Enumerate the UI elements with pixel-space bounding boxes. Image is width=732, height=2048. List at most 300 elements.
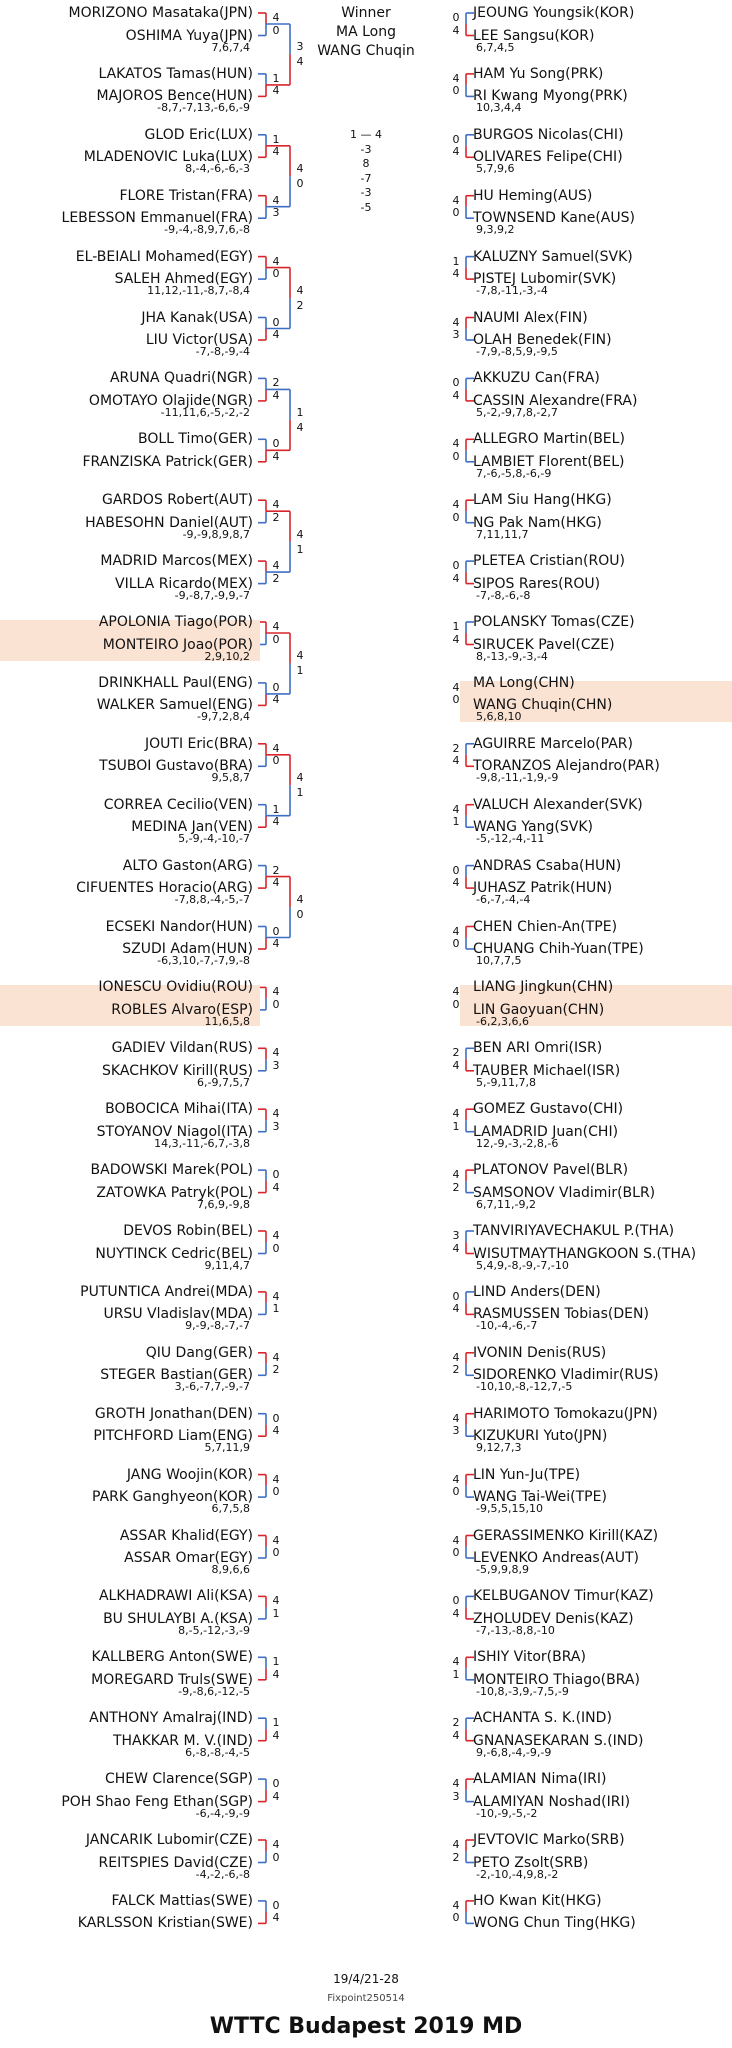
match-score-bottom: 4: [272, 328, 280, 341]
game-scores: 8,-13,-9,-3,-4: [476, 649, 548, 663]
match-score-top: 4: [452, 985, 460, 999]
match-score-top: 1: [452, 254, 460, 268]
match-score-bottom: 2: [296, 299, 304, 313]
game-scores: 9,-6,8,-4,-9,-9: [476, 1745, 552, 1759]
player-name: KALUZNY Samuel(SVK): [473, 248, 633, 265]
player-name: MADRID Marcos(MEX): [100, 553, 253, 570]
match-score-top: 0: [272, 680, 280, 694]
match-score-bottom: 0: [296, 908, 304, 922]
match-score-bottom: 1: [296, 664, 304, 678]
match-score-top: 0: [452, 1594, 460, 1608]
player-name: KARLSSON Kristian(SWE): [77, 1915, 253, 1932]
game-scores: -7,8,-11,-3,-4: [476, 284, 548, 298]
winner-block: [296, 4, 436, 61]
player-name: SIRUCEK Pavel(CZE): [473, 636, 615, 653]
match-score-top: 1: [272, 802, 280, 816]
match-score-top: 4: [452, 1411, 460, 1425]
player-name: PETO Zsolt(SRB): [473, 1854, 589, 1871]
game-scores: 5,-9,-4,-10,-7: [178, 832, 250, 846]
player-name: JEOUNG Youngsik(KOR): [473, 5, 635, 21]
match-score-bottom: 4: [272, 1911, 280, 1925]
player-name: LIND Anders(DEN): [473, 1283, 601, 1300]
game-scores: 6,7,5,8: [211, 1502, 250, 1516]
player-name: KALLBERG Anton(SWE): [91, 1649, 253, 1666]
match-score-bottom: 4: [452, 1241, 460, 1255]
match-score-top: 0: [272, 315, 280, 329]
game-scores: 10,3,4,4: [476, 101, 522, 115]
player-name: ALLEGRO Martin(BEL): [473, 431, 625, 448]
match-score-bottom: 2: [272, 571, 280, 585]
match-score-bottom: 1: [452, 1119, 460, 1133]
match-score-bottom: 0: [272, 754, 280, 768]
player-name: WISUTMAYTHANGKOON S.(THA): [473, 1245, 697, 1262]
player-name: ISHIY Vitor(BRA): [473, 1649, 586, 1666]
match-score-bottom: 0: [452, 1911, 460, 1925]
player-name: FALCK Mattias(SWE): [111, 1892, 253, 1909]
player-name: GOMEZ Gustavo(CHI): [473, 1101, 624, 1118]
player-name: SALEH Ahmed(EGY): [114, 271, 253, 288]
match-score-bottom: 1: [296, 786, 304, 800]
match-score-bottom: 4: [452, 1728, 460, 1742]
match-score-bottom: 4: [452, 876, 460, 890]
match-score-bottom: 4: [452, 23, 460, 37]
match-score-top: 1: [272, 1716, 280, 1730]
match-score-bottom: 4: [272, 1667, 280, 1681]
player-name: JANG Woojin(KOR): [126, 1466, 253, 1483]
player-name: VALUCH Alexander(SVK): [473, 796, 643, 813]
match-score-bottom: 4: [272, 1789, 280, 1803]
game-scores: -9,-4,-8,9,7,6,-8: [164, 223, 250, 237]
match-score-top: 4: [296, 893, 304, 907]
match-score-top: 2: [452, 1046, 460, 1060]
player-name: GERASSIMENKO Kirill(KAZ): [473, 1527, 659, 1544]
game-scores: -5,-12,-4,-11: [476, 832, 545, 846]
match-score-bottom: 3: [452, 328, 460, 341]
match-score-bottom: 3: [452, 1789, 460, 1803]
player-name: STOYANOV Niagol(ITA): [96, 1123, 253, 1140]
player-name: GARDOS Robert(AUT): [102, 492, 253, 509]
match-score-top: 1: [452, 620, 460, 633]
game-scores: -9,-8,6,-12,-5: [178, 1684, 250, 1698]
player-name: CHEW Clarence(SGP): [104, 1771, 253, 1788]
game-scores: 11,6,5,8: [204, 1014, 250, 1028]
player-name: TAUBER Michael(ISR): [473, 1062, 621, 1079]
page-title: WTTC Budapest 2019 MD: [209, 2014, 523, 2039]
match-score-top: 4: [296, 649, 304, 663]
game-scores: -9,5,5,15,10: [476, 1502, 543, 1516]
match-score-top: 4: [452, 1655, 460, 1669]
match-score-bottom: 4: [272, 876, 280, 890]
match-score-bottom: 3: [272, 206, 280, 220]
match-score-top: 0: [452, 11, 460, 24]
player-name: TORANZOS Alejandro(PAR): [473, 758, 660, 775]
match-score-bottom: 4: [296, 420, 304, 434]
match-score-bottom: 4: [272, 1728, 280, 1742]
match-score-top: 0: [452, 559, 460, 573]
match-score-top: 1: [272, 132, 280, 146]
player-name: NAUMI Alex(FIN): [473, 309, 588, 326]
game-scores: 12,-9,-3,-2,8,-6: [476, 1136, 559, 1150]
match-score-bottom: 4: [272, 1424, 280, 1438]
player-name: LEVENKO Andreas(AUT): [473, 1550, 639, 1566]
match-score-bottom: 4: [272, 815, 280, 829]
game-scores: -7,8,8,-4,-5,-7: [174, 893, 250, 907]
game-scores: -6,-7,-4,-4: [476, 893, 531, 907]
match-score-bottom: 3: [272, 1058, 280, 1072]
player-name: ECSEKI Nandor(HUN): [105, 918, 253, 935]
player-name: POH Shao Feng Ethan(SGP): [61, 1793, 253, 1810]
player-name: AKKUZU Can(FRA): [473, 370, 600, 387]
match-score-top: 2: [452, 741, 460, 755]
match-score-top: 4: [272, 1229, 280, 1242]
match-score-bottom: 4: [272, 388, 280, 402]
match-score-bottom: 4: [452, 267, 460, 281]
player-name: HARIMOTO Tomokazu(JPN): [473, 1405, 658, 1422]
game-scores: -7,-13,-8,8,-10: [476, 1623, 555, 1637]
match-score-bottom: 2: [452, 1180, 460, 1194]
match-score-bottom: 4: [452, 571, 460, 585]
player-name: NUYTINCK Cedric(BEL): [95, 1245, 253, 1262]
player-name: WANG Tai-Wei(TPE): [473, 1489, 607, 1506]
player-name: BURGOS Nicolas(CHI): [473, 126, 624, 143]
match-score-top: 4: [452, 680, 460, 694]
player-name: MLADENOVIC Luka(LUX): [83, 149, 253, 166]
match-score-top: 4: [272, 985, 280, 999]
game-scores: 7,-6,-5,8,-6,-9: [476, 466, 552, 480]
match-score-bottom: 4: [272, 84, 280, 98]
match-score-top: 0: [272, 924, 280, 938]
match-score-bottom: 4: [452, 1302, 460, 1316]
player-name: LIN Yun-Ju(TPE): [473, 1466, 581, 1483]
match-score-top: 4: [272, 1594, 280, 1608]
player-name: GNANASEKARAN S.(IND): [473, 1732, 644, 1749]
match-score-top: 4: [272, 1107, 280, 1121]
player-name: POLANSKY Tomas(CZE): [473, 614, 635, 630]
match-score-top: 4: [452, 1533, 460, 1547]
player-name: ALAMIAN Nima(IRI): [473, 1771, 607, 1788]
match-score-bottom: 0: [452, 206, 460, 220]
player-name: THAKKAR M. V.(IND): [112, 1732, 253, 1749]
match-score-bottom: 4: [452, 754, 460, 768]
match-score-bottom: 0: [272, 1850, 280, 1864]
match-score-top: 2: [452, 1716, 460, 1730]
match-score-top: 4: [272, 1289, 280, 1303]
match-score-bottom: 1: [272, 1606, 280, 1620]
game-scores: -7,-8,-9,-4: [195, 345, 250, 358]
player-name: OLIVARES Felipe(CHI): [473, 149, 623, 166]
player-name: GADIEV Vildan(RUS): [111, 1040, 253, 1057]
winner-label: Winner: [341, 5, 391, 21]
player-name: TANVIRIYAVECHAKUL P.(THA): [473, 1223, 675, 1239]
player-name: PLATONOV Pavel(BLR): [473, 1162, 629, 1179]
player-name: QIU Dang(GER): [145, 1344, 253, 1361]
match-score-top: 1: [272, 71, 280, 85]
player-name: PARK Ganghyeon(KOR): [92, 1489, 253, 1506]
match-score-bottom: 4: [452, 632, 460, 646]
player-name: WANG Yang(SVK): [473, 819, 593, 836]
match-score-bottom: 3: [452, 1424, 460, 1438]
match-score-top: 0: [452, 376, 460, 390]
player-name: JUHASZ Patrik(HUN): [473, 880, 613, 897]
player-name: SAMSONOV Vladimir(BLR): [473, 1184, 656, 1201]
player-name: CORREA Cecilio(VEN): [103, 796, 253, 813]
match-score-top: 0: [452, 1289, 460, 1303]
game-scores: 9,12,7,3: [476, 1441, 522, 1455]
player-name: BEN ARI Omri(ISR): [473, 1040, 603, 1057]
match-score-top: 4: [272, 1838, 280, 1851]
game-scores: 7,11,11,7: [476, 527, 529, 541]
game-scores: -10,-4,-6,-7: [476, 1319, 538, 1333]
game-scores: -6,-4,-9,-9: [195, 1806, 250, 1820]
match-score-bottom: 4: [272, 449, 280, 463]
game-scores: 5,7,11,9: [204, 1441, 250, 1455]
game-scores: 8,-4,-6,-6,-3: [185, 162, 250, 176]
game-scores: 9,-9,-8,-7,-7: [185, 1319, 250, 1333]
match-score-top: 4: [452, 1777, 460, 1791]
player-name: MONTEIRO Thiago(BRA): [473, 1671, 640, 1688]
game-scores: 11,12,-11,-8,7,-8,4: [147, 284, 250, 298]
game-scores: 10,7,7,5: [476, 954, 522, 967]
match-score-bottom: 4: [452, 1058, 460, 1072]
player-name: LIN Gaoyuan(CHN): [473, 1001, 605, 1018]
match-score-top: 0: [452, 863, 460, 877]
player-name: BU SHULAYBI A.(KSA): [103, 1610, 253, 1627]
player-name: ROBLES Alvaro(ESP): [111, 1001, 253, 1018]
footer-credit: Fixpoint250514: [327, 1993, 405, 2004]
player-name: JHA Kanak(USA): [141, 309, 253, 326]
match-score-bottom: 0: [272, 267, 280, 281]
player-name: MEDINA Jan(VEN): [131, 819, 253, 836]
player-name: PUTUNTICA Andrei(MDA): [80, 1283, 253, 1300]
match-score-top: 4: [272, 1350, 280, 1364]
match-score-top: 4: [452, 1107, 460, 1121]
match-score-bottom: 2: [272, 1363, 280, 1377]
match-score-top: 4: [452, 1472, 460, 1486]
match-score-bottom: 0: [452, 997, 460, 1011]
player-name: CIFUENTES Horacio(ARG): [76, 880, 253, 897]
player-name: ZHOLUDEV Denis(KAZ): [473, 1610, 634, 1627]
player-name: SIPOS Rares(ROU): [473, 575, 601, 592]
match-score-top: 1: [272, 1655, 280, 1669]
game-scores: -7,9,-8,5,9,-9,5: [476, 345, 558, 358]
player-name: WANG Chuqin(CHN): [473, 697, 613, 714]
game-scores: 2,9,10,2: [204, 649, 250, 663]
player-name: APOLONIA Tiago(POR): [98, 614, 253, 630]
player-name: IVONIN Denis(RUS): [473, 1344, 607, 1361]
player-name: LEBESSON Emmanuel(FRA): [61, 210, 253, 227]
game-scores: -9,8,-11,-1,9,-9: [476, 771, 559, 785]
game-scores: 3,-6,-7,7,-9,-7: [174, 1380, 250, 1394]
player-name: ANTHONY Amalraj(IND): [89, 1710, 253, 1727]
player-name: ANDRAS Csaba(HUN): [473, 857, 622, 874]
game-scores: 5,-2,-9,7,8,-2,7: [476, 405, 558, 419]
player-name: ALKHADRAWI Ali(KSA): [98, 1588, 253, 1605]
match-score-bottom: 4: [452, 145, 460, 159]
match-score-bottom: 4: [272, 145, 280, 159]
game-scores: 9,5,8,7: [211, 771, 250, 785]
player-name: ZATOWKA Patryk(POL): [96, 1184, 253, 1201]
match-score-top: 4: [272, 193, 280, 207]
match-score-top: 0: [272, 1898, 280, 1912]
game-scores: -7,-8,-6,-8: [476, 588, 531, 602]
player-name: PITCHFORD Liam(ENG): [93, 1428, 253, 1445]
match-score-bottom: 4: [296, 55, 304, 69]
match-score-bottom: 1: [272, 1302, 280, 1316]
game-scores: 6,7,4,5: [476, 40, 515, 54]
player-name: LIANG Jingkun(CHN): [473, 979, 614, 996]
match-score-top: 4: [296, 284, 304, 298]
player-name: BADOWSKI Marek(POL): [90, 1162, 253, 1179]
player-name: HAM Yu Song(PRK): [473, 65, 604, 82]
match-score-bottom: 0: [452, 1546, 460, 1559]
match-score-top: 0: [272, 1411, 280, 1425]
player-name: AGUIRRE Marcelo(PAR): [473, 735, 633, 752]
player-name: LAMADRID Juan(CHI): [473, 1123, 619, 1140]
player-name: STEGER Bastian(GER): [100, 1367, 253, 1384]
player-name: VILLA Ricardo(MEX): [115, 575, 253, 592]
match-score-top: 4: [452, 437, 460, 451]
player-name: HABESOHN Daniel(AUT): [85, 514, 253, 531]
game-scores: 5,7,9,6: [476, 162, 515, 176]
player-name: MONTEIRO Joao(POR): [102, 636, 253, 653]
player-name: OMOTAYO Olajide(NGR): [88, 392, 253, 409]
winner-player-2: WANG Chuqin: [317, 43, 415, 59]
player-name: GLOD Eric(LUX): [144, 126, 253, 143]
match-score-bottom: 3: [272, 1119, 280, 1133]
player-name: KIZUKURI Yuto(JPN): [473, 1428, 608, 1445]
match-score-top: 4: [272, 559, 280, 573]
game-scores: -5,9,9,8,9: [476, 1563, 529, 1576]
player-name: FLORE Tristan(FRA): [119, 187, 253, 204]
player-name: LIU Victor(USA): [145, 332, 253, 348]
player-name: JEVTOVIC Marko(SRB): [473, 1832, 625, 1848]
match-score-top: 4: [452, 802, 460, 816]
player-name: RASMUSSEN Tobias(DEN): [473, 1306, 649, 1323]
player-name: GROTH Jonathan(DEN): [94, 1405, 253, 1422]
player-name: HU Heming(AUS): [473, 187, 593, 204]
game-scores: 8,-5,-12,-3,-9: [178, 1623, 250, 1637]
game-scores: 5,6,8,10: [476, 710, 522, 724]
player-name: LAM Siu Hang(HKG): [473, 492, 612, 509]
match-score-top: 3: [296, 40, 304, 54]
player-name: ASSAR Khalid(EGY): [119, 1527, 253, 1544]
player-name: TOWNSEND Kane(AUS): [473, 210, 635, 227]
player-name: NG Pak Nam(HKG): [473, 514, 602, 531]
game-scores: 5,-9,11,7,8: [476, 1075, 536, 1089]
match-score-bottom: 2: [452, 1850, 460, 1864]
player-name: JANCARIK Lubomir(CZE): [85, 1832, 253, 1848]
player-name: ASSAR Omar(EGY): [124, 1550, 253, 1566]
player-name: BOBOCICA Mihai(ITA): [105, 1101, 253, 1118]
game-scores: 6,-9,7,5,7: [197, 1075, 250, 1089]
game-scores: -10,-9,-5,-2: [476, 1806, 538, 1820]
player-name: MA Long(CHN): [473, 674, 575, 691]
player-name: RI Kwang Myong(PRK): [473, 88, 628, 105]
match-score-bottom: 1: [452, 1667, 460, 1681]
match-score-top: 0: [452, 132, 460, 146]
match-score-bottom: 4: [272, 693, 280, 707]
player-name: SKACHKOV Kirill(RUS): [102, 1062, 253, 1079]
match-score-bottom: 0: [452, 449, 460, 463]
game-scores: -9,7,2,8,4: [197, 710, 250, 724]
player-name: OSHIMA Yuya(JPN): [125, 27, 253, 44]
match-score-bottom: 0: [272, 1241, 280, 1255]
match-score-bottom: 4: [272, 937, 280, 950]
game-scores: 7,6,9,-9,8: [197, 1197, 250, 1211]
player-name: EL-BEIALI Mohamed(EGY): [75, 248, 253, 265]
match-score-top: 4: [296, 162, 304, 176]
player-name: DEVOS Robin(BEL): [123, 1223, 253, 1239]
match-score-bottom: 0: [452, 937, 460, 950]
player-name: IONESCU Ovidiu(ROU): [98, 979, 253, 996]
match-score-bottom: 0: [272, 997, 280, 1011]
game-scores: 5,4,9,-8,-9,-7,-10: [476, 1258, 569, 1272]
game-scores: 7,6,7,4: [211, 40, 250, 54]
match-score-bottom: 0: [272, 1485, 280, 1499]
match-score-top: 0: [272, 1777, 280, 1791]
match-score-top: 4: [452, 1838, 460, 1851]
player-name: WONG Chun Ting(HKG): [473, 1915, 636, 1932]
player-name: MAJOROS Bence(HUN): [96, 88, 253, 105]
player-name: CASSIN Alexandre(FRA): [473, 392, 638, 409]
match-score-bottom: 4: [452, 1606, 460, 1620]
match-score-top: 4: [272, 741, 280, 755]
player-name: HO Kwan Kit(HKG): [473, 1892, 602, 1909]
player-name: ACHANTA S. K.(IND): [473, 1710, 612, 1727]
match-score-bottom: 0: [272, 1546, 280, 1559]
game-scores: 6,-8,-8,-4,-5: [185, 1745, 250, 1759]
match-score-top: 4: [452, 1350, 460, 1364]
player-name: FRANZISKA Patrick(GER): [82, 453, 253, 470]
player-name: JOUTI Eric(BRA): [145, 735, 253, 752]
match-score-top: 4: [452, 315, 460, 329]
player-name: REITSPIES David(CZE): [98, 1854, 253, 1871]
game-scores: -6,2,3,6,6: [476, 1014, 529, 1028]
match-score-top: 0: [272, 1168, 280, 1182]
player-name: PLETEA Cristian(ROU): [473, 553, 625, 570]
match-score-top: 4: [272, 620, 280, 633]
footer-date: 19/4/21-28: [333, 1972, 399, 1986]
player-name: MOREGARD Truls(SWE): [91, 1671, 253, 1688]
player-name: ALTO Gaston(ARG): [122, 857, 253, 874]
player-name: LEE Sangsu(KOR): [473, 27, 595, 44]
player-name: LAMBIET Florent(BEL): [473, 453, 625, 470]
match-score-bottom: 0: [296, 177, 304, 191]
match-score-bottom: 0: [272, 23, 280, 37]
player-name: LAKATOS Tamas(HUN): [98, 65, 253, 82]
match-score-top: 4: [272, 1533, 280, 1547]
game-scores: -2,-10,-4,9,8,-2: [476, 1867, 559, 1881]
player-name: CHUANG Chih-Yuan(TPE): [473, 941, 644, 957]
game-scores: -11,11,6,-5,-2,-2: [160, 405, 250, 419]
match-score-top: 4: [452, 498, 460, 512]
player-name: WALKER Samuel(ENG): [96, 697, 253, 714]
match-score-bottom: 1: [452, 815, 460, 829]
game-scores: -9,-8,7,-9,9,-7: [174, 588, 250, 602]
match-score-top: 4: [272, 11, 280, 24]
match-score-top: 1: [296, 405, 304, 419]
player-name: SZUDI Adam(HUN): [122, 941, 253, 957]
winner-player-1: MA Long: [336, 24, 396, 40]
match-score-top: 4: [272, 254, 280, 268]
match-score-bottom: 4: [272, 1180, 280, 1194]
match-score-top: 4: [272, 1472, 280, 1486]
match-score-top: 4: [296, 527, 304, 541]
player-name: ALAMIYAN Noshad(IRI): [473, 1793, 631, 1810]
match-score-bottom: 2: [452, 1363, 460, 1377]
player-name: OLAH Benedek(FIN): [473, 332, 612, 348]
game-scores: -10,10,-8,-12,7,-5: [476, 1380, 573, 1394]
